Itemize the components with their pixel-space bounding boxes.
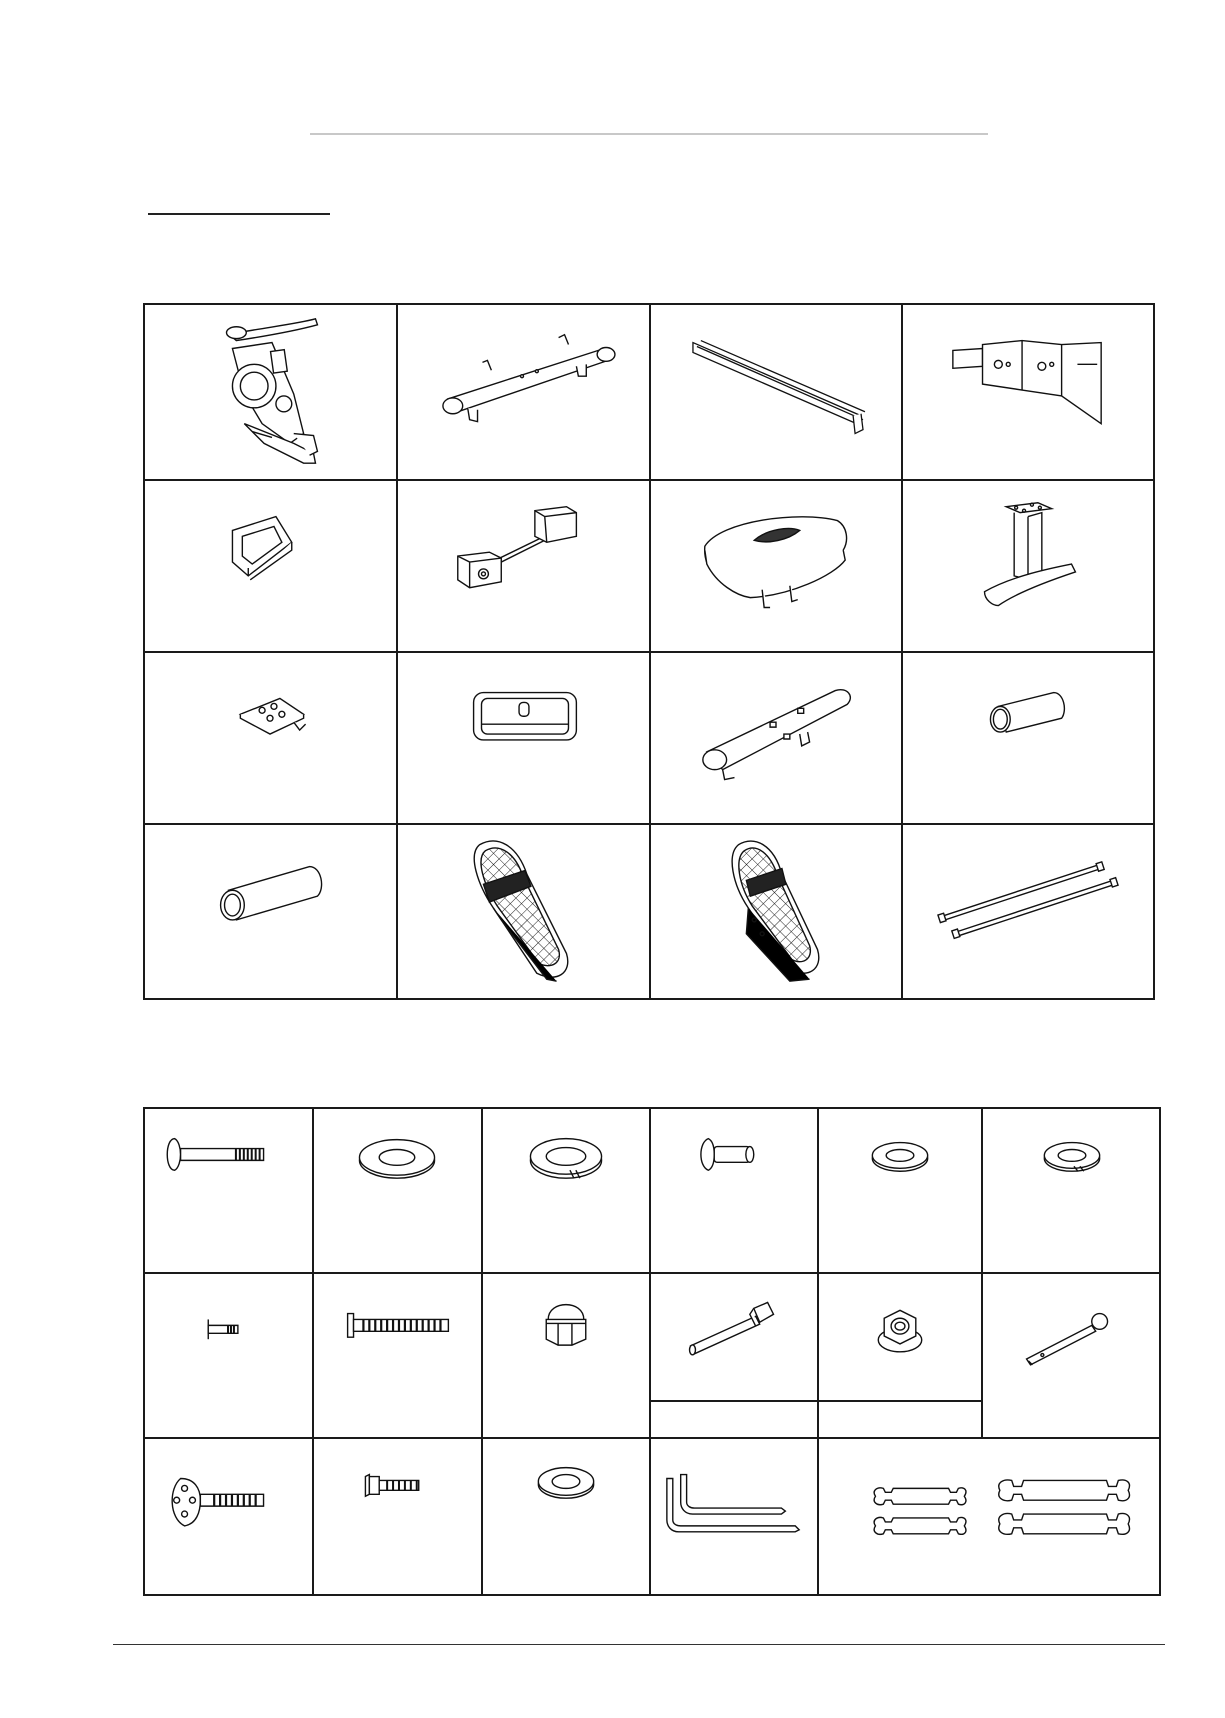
part-cell-rail-end-cap bbox=[397, 652, 650, 824]
part-cell-rear-stabilizer bbox=[650, 652, 902, 824]
short-sleeve-icon bbox=[903, 653, 1153, 823]
hw-cell-hex-bolt bbox=[650, 1273, 818, 1438]
part-cell-mounting-plate bbox=[144, 652, 397, 824]
front-stabilizer-icon bbox=[398, 305, 649, 479]
mounting-plate-icon bbox=[145, 653, 396, 823]
parts-table bbox=[143, 303, 1155, 1000]
split-washer-icon bbox=[483, 1109, 649, 1272]
hw-cell-pin-bolt bbox=[982, 1273, 1160, 1438]
hw-cell-allen-keys bbox=[650, 1438, 818, 1595]
title-underline bbox=[310, 133, 988, 135]
end-cap-icon bbox=[145, 481, 396, 651]
part-cell-end-cap bbox=[144, 480, 397, 652]
rail-end-cap-icon bbox=[398, 653, 649, 823]
flat-washer-icon bbox=[314, 1109, 481, 1272]
part-cell-rear-support-post bbox=[902, 480, 1154, 652]
cap-nut-icon bbox=[483, 1274, 649, 1437]
part-cell-long-sleeve bbox=[144, 824, 397, 999]
hw-cell-flat-washer bbox=[313, 1108, 482, 1273]
hw-cell-hex-screw bbox=[313, 1438, 482, 1595]
rail-connector-icon bbox=[903, 305, 1153, 479]
part-cell-short-sleeve bbox=[902, 652, 1154, 824]
hw-cell-split-washer bbox=[482, 1108, 650, 1273]
hardware-table bbox=[143, 1107, 1161, 1596]
part-cell-left-pedal bbox=[397, 824, 650, 999]
part-cell-main-frame bbox=[144, 304, 397, 480]
wrenches-icon bbox=[819, 1439, 1159, 1594]
knob-bolt-icon bbox=[145, 1439, 312, 1594]
hw-cell-small-split-washer bbox=[982, 1108, 1160, 1273]
small-bolt-icon bbox=[145, 1274, 312, 1437]
seat-icon bbox=[651, 481, 901, 651]
pin-bolt-icon bbox=[983, 1274, 1159, 1437]
hw-cell-long-carriage-bolt bbox=[313, 1273, 482, 1438]
main-frame-icon bbox=[145, 305, 396, 479]
hex-screw-icon bbox=[314, 1439, 481, 1594]
part-cell-pedal-rods bbox=[902, 824, 1154, 999]
part-cell-slide-rail bbox=[650, 304, 902, 480]
hw-cell-flange-nut bbox=[818, 1273, 982, 1438]
hw-cell-small-bolt bbox=[144, 1273, 313, 1438]
hw-cell-round-head-bolt bbox=[650, 1108, 818, 1273]
left-pedal-icon bbox=[398, 825, 649, 998]
hw-cell-carriage-bolt bbox=[144, 1108, 313, 1273]
right-pedal-icon bbox=[651, 825, 901, 998]
hw-cell-knob-bolt bbox=[144, 1438, 313, 1595]
axle-roller-icon bbox=[398, 481, 649, 651]
pedal-rods-icon bbox=[903, 825, 1153, 998]
footer-rule bbox=[113, 1644, 1165, 1645]
round-head-bolt-icon bbox=[651, 1109, 817, 1272]
flange-nut-icon bbox=[819, 1274, 981, 1402]
small-split-washer-icon bbox=[983, 1109, 1159, 1272]
rear-support-post-icon bbox=[903, 481, 1153, 651]
part-cell-front-stabilizer bbox=[397, 304, 650, 480]
part-cell-axle-roller bbox=[397, 480, 650, 652]
long-carriage-bolt-icon bbox=[314, 1274, 481, 1437]
allen-keys-icon bbox=[651, 1439, 817, 1594]
part-cell-seat bbox=[650, 480, 902, 652]
slide-rail-icon bbox=[651, 305, 901, 479]
hex-bolt-icon bbox=[651, 1274, 817, 1402]
section-heading-underline bbox=[148, 213, 330, 215]
long-sleeve-icon bbox=[145, 825, 396, 998]
small-flat-washer-icon bbox=[819, 1109, 981, 1272]
hw-cell-wrenches bbox=[818, 1438, 1160, 1595]
part-cell-rail-connector bbox=[902, 304, 1154, 480]
hw-cell-cap-nut bbox=[482, 1273, 650, 1438]
hw-cell-small-flat-washer bbox=[818, 1108, 982, 1273]
part-cell-right-pedal bbox=[650, 824, 902, 999]
washer-icon bbox=[483, 1439, 649, 1594]
hw-cell-washer bbox=[482, 1438, 650, 1595]
carriage-bolt-icon bbox=[145, 1109, 312, 1272]
rear-stabilizer-icon bbox=[651, 653, 901, 823]
